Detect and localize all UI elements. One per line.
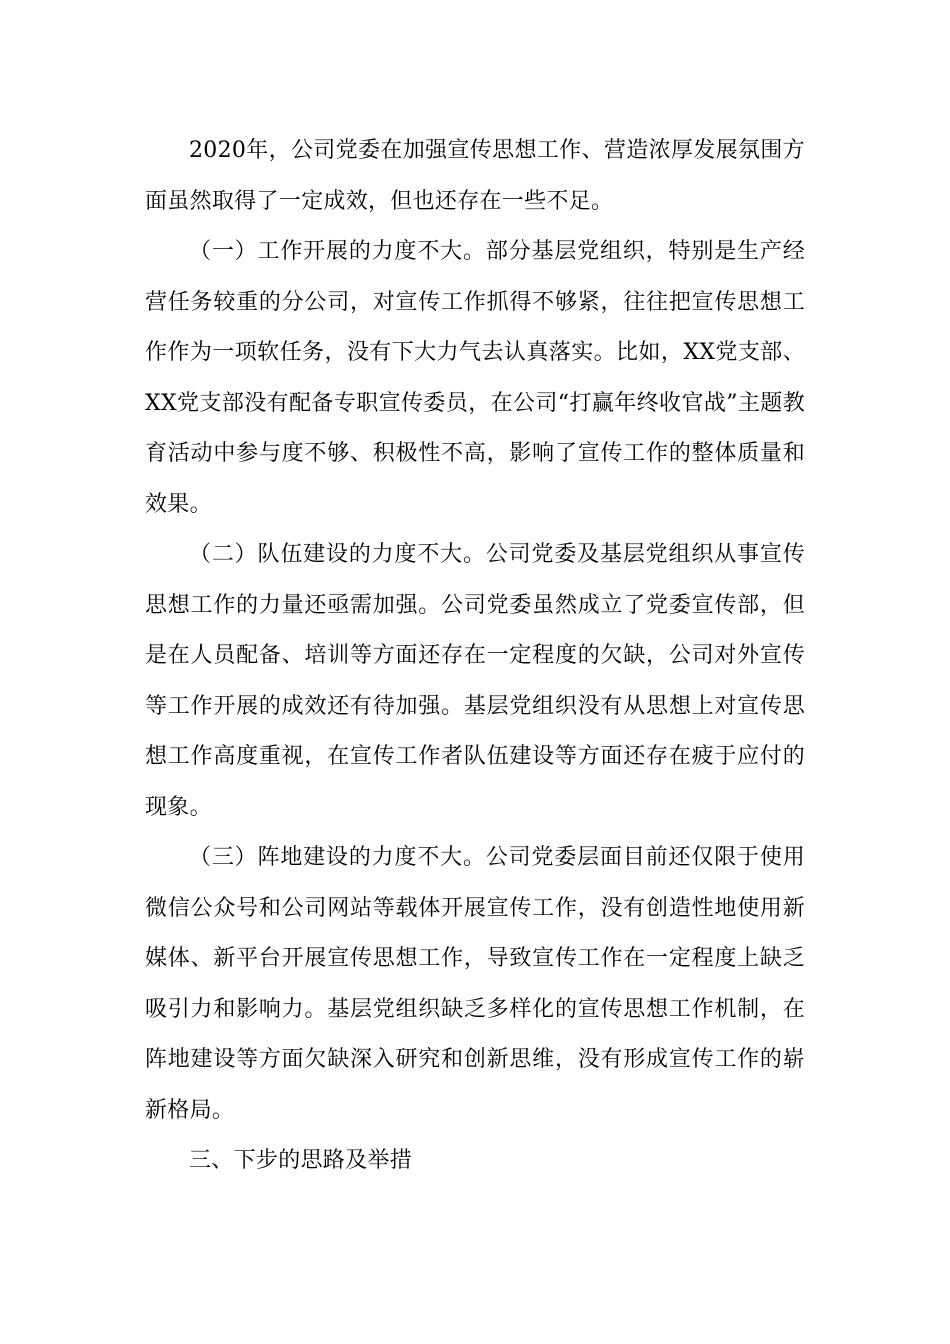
paragraph-team-building: （二）队伍建设的力度不大。公司党委及基层党组织从事宣传思想工作的力量还亟需加强。公司党委虽然成立了党委宣传部，但是在人员配备、培训等方面还存在一定程度的欠缺，公司对外宣传等工作开展的成效还有待加强。基层党组织没有从思想上对宣传思想工作高度重视，在宣传工作者队伍建设等方面还存在疲于应付的现象。 bbox=[145, 542, 805, 820]
intro-paragraph: 2020年，公司党委在加强宣传思想工作、营造浓厚发展氛围方面虽然取得了一定成效，但也还存在一些不足。 bbox=[145, 138, 805, 214]
paragraph-platform-building: （三）阵地建设的力度不大。公司党委层面目前还仅限于使用微信公众号和公司网站等载体开展宣传工作，没有创造性地使用新媒体、新平台开展宣传思想工作，导致宣传工作在一定程度上缺乏吸引力和影响力。基层党组织缺乏多样化的宣传思想工作机制，在阵地建设等方面欠缺深入研究和创新思维，没有形成宣传工作的崭新格局。 bbox=[145, 845, 805, 1123]
document-page bbox=[145, 126, 805, 1187]
paragraph-work-effort: （一）工作开展的力度不大。部分基层党组织，特别是生产经营任务较重的分公司，对宣传工作抓得不够紧，往往把宣传思想工作作为一项软任务，没有下大力气去认真落实。比如，XX党支部、XX党支部没有配备专职宣传委员，在公司“打赢年终收官战”主题教育活动中参与度不够、积极性不高，影响了宣传工作的整体质量和效果。 bbox=[145, 239, 805, 517]
section-heading-next-steps: 三、下步的思路及举措 bbox=[189, 1148, 413, 1173]
